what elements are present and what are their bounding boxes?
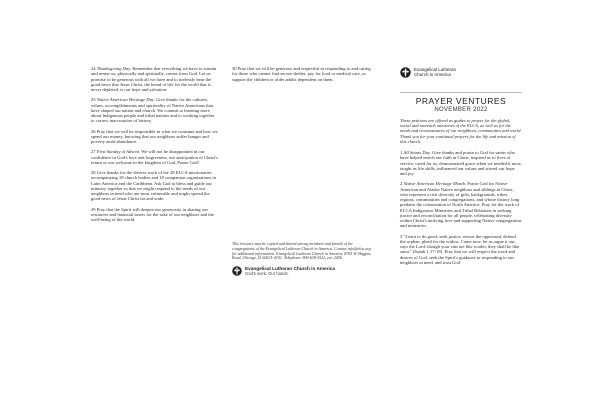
- prayer-entry: [91, 149, 218, 165]
- entry-text: "Learn to do good; seek justice, rescue the oppressed, defend the orphan, plead for the widow. Come now, let us argue it out, says the Lord: though your sins are like scarlet, they shall be like snow" (Isaiah 1:17-18). Pray that we will respect the word and desires of God, seek the Spirit's guidance in responding to our neighbors in need, and trust God: [400, 233, 520, 265]
- entry-number: 26: [91, 128, 96, 134]
- page-subtitle: NOVEMBER 2022: [434, 107, 488, 113]
- copyright-notice: This resource may be copied and shared among members and friends of the congregations of the Evangelical Lutheran Church in America. Contact info@elca.org for additional information. Evangelical Lutheran Church in America, 8765 W. Higgins Road, Chicago, IL 60631-4101. Telephone: 800-638-3522, ext. 2456.: [232, 241, 371, 261]
- entry-title: Native American Heritage Month.: [403, 181, 467, 187]
- entry-text: Give thanks for the cultures, values, accomplishments and spirituality of Native Americans that have shaped our nation and church. We commit to learning more about Indigenous people and tribal nations and to working together to correct inaccuracies of history.: [91, 97, 215, 124]
- entry-title: First Sunday of Advent.: [96, 149, 141, 155]
- entry-number: 30: [232, 66, 237, 71]
- entry-text: We will not be disappointed in our confidence in God's love and forgiveness, our anticipation of Christ's return or our welcome in the kingdom of God. Praise God!: [91, 149, 218, 165]
- entry-text: Remember that everything we have to sustain and renew us, physically and spiritually, comes from God. Let us promise to be generous with all we have and to tirelessly bear the good news that Jesus Christ, the bread of life for the world that is never depleted, is our hope and salvation.: [91, 66, 217, 92]
- middle-column: [232, 66, 372, 87]
- left-column: [91, 66, 218, 227]
- entry-number: 2: [400, 181, 403, 187]
- prayer-entry: [91, 129, 218, 145]
- prayer-entry: [91, 97, 218, 123]
- prayer-entry: [232, 66, 372, 82]
- entry-title: Thanksgiving Day.: [96, 66, 132, 71]
- entry-number: 27: [91, 149, 96, 155]
- entry-text: Give thanks for the diverse work of the 28 ELCA missionaries accompanying 18 church bodies and 18 companion organizations in Latin America and the Caribbean. Ask God to bless and guide our ministry together so that we might respond to the needs of our neighbors in need who are most vulnerable and might spread the good news of Jesus Christ far and wide.: [91, 170, 216, 202]
- header-logo: [400, 67, 466, 78]
- footer-tagline: God's work. Our hands.: [245, 271, 289, 277]
- entry-text: Pray that we will be generous and respectful in responding to and caring for those who cannot find secure shelter, pay for food or medical care, or support the children or older adults dependent on them.: [232, 66, 371, 82]
- entry-number: 29: [91, 206, 96, 212]
- right-column: [400, 118, 522, 270]
- prayer-entry: [91, 66, 218, 92]
- header-org-name: Evangelical Lutheran Church in America: [414, 67, 457, 77]
- title-block: [400, 92, 522, 114]
- entry-text: Pray that we will be responsible in what we consume and how we spend our money, knowing that our neighbors suffer hunger and poverty amid abundance.: [91, 128, 218, 144]
- page-title: PRAYER VENTURES: [415, 96, 507, 106]
- prayer-entry: [400, 150, 522, 176]
- entry-title: Native American Heritage Day.: [96, 97, 155, 103]
- elca-cross-icon: [400, 67, 411, 78]
- elca-cross-icon: [232, 266, 242, 276]
- prayer-entry: [91, 170, 218, 202]
- entry-number: 1: [400, 150, 403, 156]
- entry-number: 28: [91, 170, 96, 175]
- entry-title: All Saints Day.: [403, 150, 431, 156]
- prayer-entry: [91, 207, 218, 223]
- footer-logo: [232, 266, 335, 276]
- entry-text: Pray that the Spirit will deepen our generosity in sharing our resources and financial assets for the sake of our neighbors and the well-being of the world.: [91, 206, 214, 222]
- entry-text: Praise God for Native American and Alaska Native neighbors and siblings in Christ, who represent a rich diversity of gifts, backgrounds, tribes, regions, communities and congregations, and whose history long predates the colonization of North America. Pray for the work of ELCA Indigenous Ministries and Tribal Relations in seeking justice and reconciliation for all people, celebrating diversity within Christ's unifying love and supporting Native congregations and ministries.: [400, 181, 522, 229]
- entry-text: Give thanks and praise to God for saints who have helped enrich our faith in Christ, inspired us to lives of service, cared for us, demonstrated grace when we needed it most, taught us life skills, influenced our values and stirred our hope and joy.: [400, 150, 522, 177]
- prayer-entry: [400, 234, 522, 266]
- prayer-entry: [400, 181, 522, 228]
- entry-number: 3: [400, 233, 403, 239]
- footer-org-name: Evangelical Lutheran Church in America: [245, 266, 335, 271]
- entry-number: 24: [91, 66, 96, 71]
- entry-number: 25: [91, 97, 96, 103]
- intro-text: These petitions are offered as guides to prayer for the global, social and outreach ministries of the ELCA, as well as for the needs and circumstances of our neighbors, communities and world. Thank you for your continued prayers for the life and mission of this church.: [400, 118, 522, 144]
